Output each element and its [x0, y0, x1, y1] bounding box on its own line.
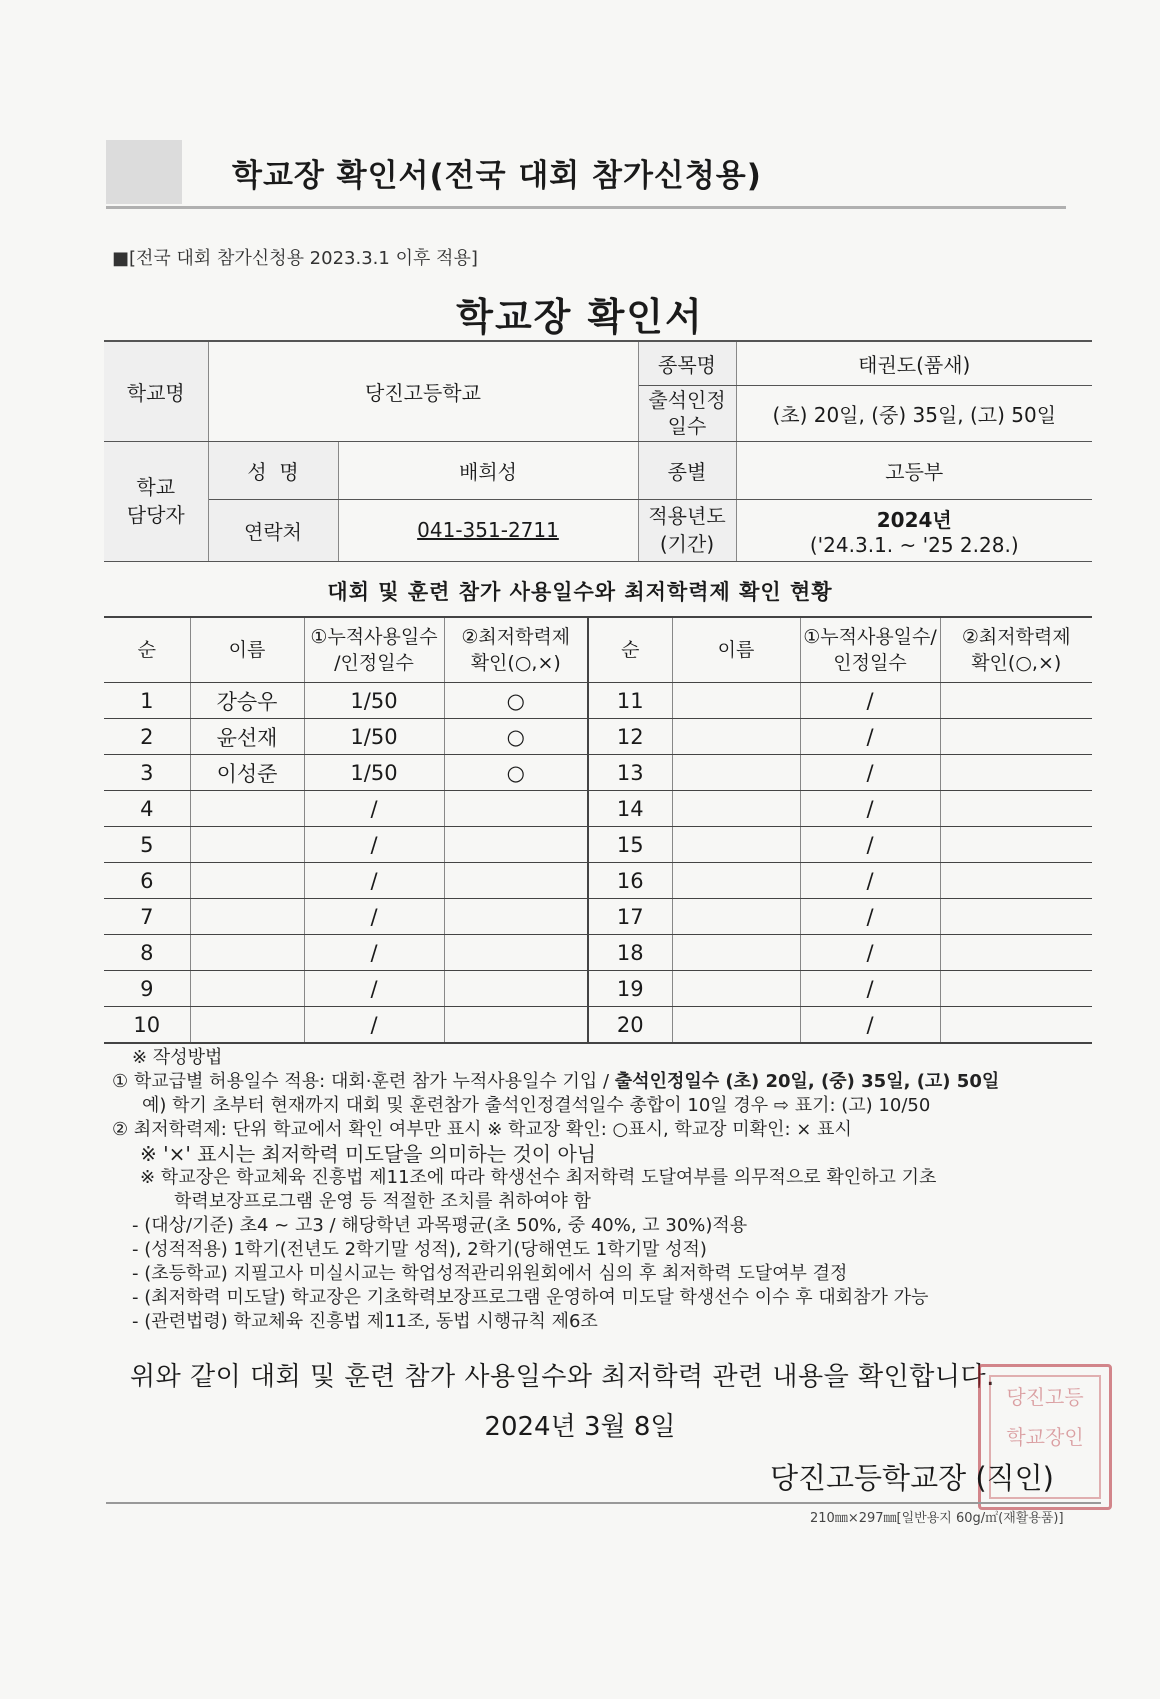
table-cell	[940, 791, 1092, 827]
table-cell	[190, 863, 304, 899]
table-cell: 8	[104, 935, 190, 971]
note-4a: ※ 학교장은 학교체육 진흥법 제11조에 따라 학생선수 최저학력 도달여부를 의무적으로 확인하고 기초	[140, 1167, 937, 1188]
table-cell	[672, 755, 800, 791]
column-header: 순	[588, 617, 672, 683]
table-cell	[190, 791, 304, 827]
note-1b: 출석인정일수 (초) 20일, (중) 35일, (고) 50일	[614, 1071, 1000, 1092]
table-cell	[190, 971, 304, 1007]
table-cell	[940, 683, 1092, 719]
division-label: 종별	[638, 441, 736, 499]
table-cell: /	[800, 719, 940, 755]
column-header: ②최저학력제 확인(○,×)	[940, 617, 1092, 683]
table-cell: 11	[588, 683, 672, 719]
table-cell: 7	[104, 899, 190, 935]
table-row	[104, 971, 1092, 1007]
note-2: ② 최저학력제: 단위 학교에서 확인 여부만 표시 ※ 학교장 확인: ○표시, 학교장 미확인: × 표시	[112, 1119, 852, 1140]
table-cell	[940, 827, 1092, 863]
table-cell: 16	[588, 863, 672, 899]
table-cell	[672, 863, 800, 899]
table-cell: 이성준	[190, 755, 304, 791]
table-cell: 2	[104, 719, 190, 755]
table-cell: ○	[444, 755, 588, 791]
table-cell	[940, 719, 1092, 755]
table-cell: /	[304, 863, 444, 899]
manager-label: 학교 담당자	[104, 441, 208, 561]
table-cell: ○	[444, 719, 588, 755]
section-title: 대회 및 훈련 참가 사용일수와 최저학력제 확인 현황	[327, 580, 833, 604]
note-1a: ① 학교급별 허용일수 적용: 대회·훈련 참가 누적사용일수 기입 /	[112, 1071, 615, 1092]
sport-label: 종목명	[638, 341, 736, 385]
table-cell	[444, 827, 588, 863]
table-cell: 6	[104, 863, 190, 899]
table-cell	[672, 683, 800, 719]
table-cell	[444, 935, 588, 971]
table-cell: /	[304, 935, 444, 971]
banner-title: 학교장 확인서(전국 대회 참가신청용)	[232, 158, 762, 194]
attend-value: (초) 20일, (중) 35일, (고) 50일	[736, 385, 1092, 441]
table-cell	[444, 971, 588, 1007]
instructions	[112, 1046, 1102, 1334]
banner-shade	[106, 140, 182, 204]
table-cell: 윤선재	[190, 719, 304, 755]
table-cell	[444, 863, 588, 899]
table-row	[104, 899, 1092, 935]
table-cell	[444, 791, 588, 827]
division-value: 고등부	[736, 441, 1092, 499]
column-header: 이름	[190, 617, 304, 683]
table-cell	[672, 827, 800, 863]
school-value: 당진고등학교	[208, 341, 638, 441]
table-cell: /	[800, 899, 940, 935]
document-title: 학교장 확인서	[456, 295, 704, 339]
note-1	[112, 1070, 1102, 1094]
table-cell	[672, 971, 800, 1007]
table-cell: /	[800, 971, 940, 1007]
attend-label: 출석인정 일수	[638, 385, 736, 441]
seal-text: 당진고등 학교장인	[1006, 1385, 1084, 1449]
table-cell	[940, 935, 1092, 971]
table-cell: 14	[588, 791, 672, 827]
table-cell: /	[800, 755, 940, 791]
year-label: 적용년도 (기간)	[638, 499, 736, 561]
table-cell: /	[304, 791, 444, 827]
table-row	[104, 755, 1092, 791]
attendance-table	[104, 616, 1092, 1044]
table-cell: /	[304, 827, 444, 863]
note-7: - (초등학교) 지필고사 미실시교는 학업성적관리위원회에서 심의 후 최저학력 도달여부 결정	[132, 1263, 848, 1284]
note-1c: 예) 학기 초부터 현재까지 대회 및 훈련참가 출석인정결석일수 총합이 10일 경우 ⇨ 표기: (고) 10/50	[142, 1095, 931, 1116]
notes-heading: ※ 작성방법	[132, 1047, 223, 1068]
table-cell: 18	[588, 935, 672, 971]
table-cell: 19	[588, 971, 672, 1007]
paper-spec: 210㎜×297㎜[일반용지 60g/㎡(재활용품)]	[810, 1511, 1064, 1526]
table-cell: 5	[104, 827, 190, 863]
issue-date: 2024년 3월 8일	[484, 1412, 676, 1442]
table-cell	[190, 935, 304, 971]
table-row	[104, 827, 1092, 863]
table-cell: 1/50	[304, 719, 444, 755]
table-cell: 10	[104, 1007, 190, 1044]
year-cell	[736, 499, 1092, 561]
table-cell: /	[800, 791, 940, 827]
table-cell: 1/50	[304, 683, 444, 719]
table-cell: 1/50	[304, 755, 444, 791]
column-header: ①누적사용일수/ 인정일수	[800, 617, 940, 683]
note-4b: 학력보장프로그램 운영 등 적절한 조치를 취하여야 함	[174, 1191, 591, 1212]
table-cell: 17	[588, 899, 672, 935]
table-row	[104, 935, 1092, 971]
table-row	[104, 719, 1092, 755]
table-row	[104, 863, 1092, 899]
table-cell: 20	[588, 1007, 672, 1044]
table-cell	[940, 863, 1092, 899]
note-5: - (대상/기준) 초4 ~ 고3 / 해당학년 과목평균(초 50%, 중 40%, 고 30%)적용	[132, 1215, 748, 1236]
notice-text: ■[전국 대회 참가신청용 2023.3.1 이후 적용]	[112, 248, 478, 269]
table-cell	[672, 1007, 800, 1044]
table-cell: 9	[104, 971, 190, 1007]
table-body	[104, 683, 1092, 1044]
table-cell	[190, 827, 304, 863]
name-value: 배희성	[338, 441, 638, 499]
note-3: ※ '×' 표시는 최저학력 미도달을 의미하는 것이 아님	[140, 1142, 597, 1166]
table-cell	[940, 899, 1092, 935]
table-cell	[190, 899, 304, 935]
table-cell	[444, 899, 588, 935]
column-header: 이름	[672, 617, 800, 683]
table-cell: ○	[444, 683, 588, 719]
table-row	[104, 1007, 1092, 1044]
table-cell	[672, 899, 800, 935]
table-cell	[940, 971, 1092, 1007]
table-row	[104, 791, 1092, 827]
table-cell	[672, 791, 800, 827]
table-cell: /	[800, 863, 940, 899]
note-8: - (최저학력 미도달) 학교장은 기초학력보장프로그램 운영하여 미도달 학생선수 이수 후 대회참가 가능	[132, 1287, 929, 1308]
table-cell: 4	[104, 791, 190, 827]
contact-label: 연락처	[208, 499, 338, 561]
note-9: - (관련법령) 학교체육 진흥법 제11조, 동법 시행규칙 제6조	[132, 1311, 598, 1332]
table-cell: 13	[588, 755, 672, 791]
table-cell	[672, 719, 800, 755]
table-cell: /	[304, 971, 444, 1007]
table-header-row	[104, 617, 1092, 683]
info-table	[104, 340, 1092, 562]
table-cell: 강승우	[190, 683, 304, 719]
table-cell: 12	[588, 719, 672, 755]
contact-value: 041-351-2711	[417, 518, 559, 542]
column-header: 순	[104, 617, 190, 683]
column-header: ②최저학력제 확인(○,×)	[444, 617, 588, 683]
table-cell: 3	[104, 755, 190, 791]
bottom-rule	[106, 1502, 1101, 1504]
period-value: ('24.3.1. ~ '25 2.28.)	[809, 532, 1019, 557]
table-cell: /	[800, 935, 940, 971]
table-cell	[940, 1007, 1092, 1044]
confirmation-statement: 위와 같이 대회 및 훈련 참가 사용일수와 최저학력 관련 내용을 확인합니다.	[130, 1362, 995, 1392]
table-cell	[940, 755, 1092, 791]
year-value: 2024년	[876, 507, 952, 532]
principal-signature: 당진고등학교장 (직인)	[770, 1461, 1054, 1495]
table-cell: /	[800, 827, 940, 863]
table-cell: /	[800, 683, 940, 719]
table-cell: /	[800, 1007, 940, 1044]
banner-rule	[106, 206, 1066, 209]
table-cell: 1	[104, 683, 190, 719]
contact-cell	[338, 499, 638, 561]
table-cell: 15	[588, 827, 672, 863]
table-cell: /	[304, 899, 444, 935]
table-cell: /	[304, 1007, 444, 1044]
note-6: - (성적적용) 1학기(전년도 2학기말 성적), 2학기(당해연도 1학기말 성적)	[132, 1239, 707, 1260]
table-row	[104, 683, 1092, 719]
table-cell	[444, 1007, 588, 1044]
name-label: 성 명	[208, 441, 338, 499]
table-cell	[672, 935, 800, 971]
column-header: ①누적사용일수 /인정일수	[304, 617, 444, 683]
table-cell	[190, 1007, 304, 1044]
school-label: 학교명	[104, 341, 208, 441]
sport-value: 태권도(품새)	[736, 341, 1092, 385]
